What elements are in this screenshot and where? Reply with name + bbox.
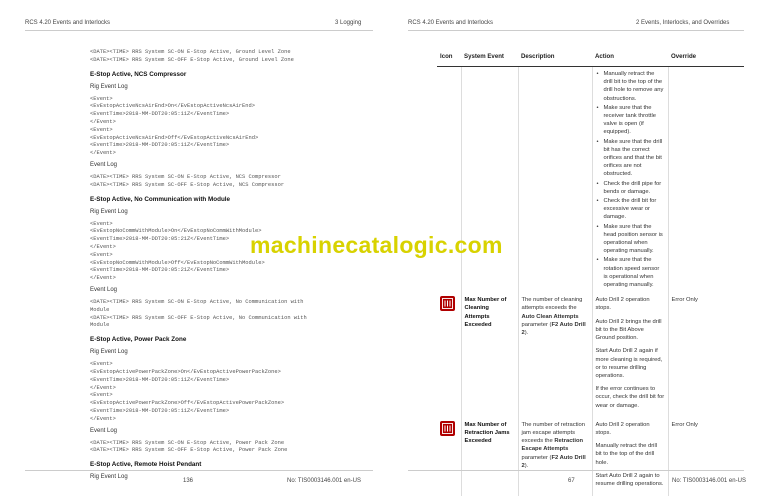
section-title: E-Stop Active, Remote Hoist Pendant [90, 461, 202, 469]
code-block: <DATE><TIME> RRS System SC-ON E-Stop Active, NCS Compressor <DATE><TIME> RRS System SC-OFF E-Stop Active, NCS Compressor [90, 173, 285, 188]
section-ncs-compressor [90, 71, 385, 190]
header-rule-right [408, 30, 744, 31]
section-power-pack [90, 336, 385, 455]
section-no-comm [90, 196, 385, 331]
table-row [437, 67, 744, 294]
list-item: • Make sure that the head position sensor is operational when operating manually. [596, 223, 665, 256]
override-cell: Error Only [668, 293, 744, 417]
event-log-label: Event Log [90, 161, 118, 168]
event-log-label: Event Log [90, 286, 118, 293]
rig-event-log-label: Rig Event Log [90, 474, 128, 481]
header-icon: Icon [437, 49, 461, 67]
header-system-event: System Event [461, 49, 518, 67]
code-block: <Event> <EvEstopNoCommWithModule>On</EvEstopNoCommWithModule> <EventTime>2018-MM-DDT20:05:21Z</EventTime> </Event> <Event> <EvEstopNoCommWithModule>Off</EvEstopNoCommWithModule> <EventTime>2018-MM-DDT20:05:21Z</EventTime> </Event> [90, 220, 265, 282]
code-block: <DATE><TIME> RRS System SC-ON E-Stop Active, Ground Level Zone <DATE><TIME> RRS System SC-OFF E-Stop Active, Ground Level Zone [90, 49, 294, 63]
left-page-number: 136 [183, 478, 194, 484]
header-action: Action [592, 49, 668, 67]
left-header-section: 3 Logging [335, 20, 362, 26]
left-header-title: RCS 4.20 Events and Interlocks [25, 20, 111, 26]
header-description: Description [518, 49, 592, 67]
header-override: Override [668, 49, 744, 67]
action-bullet-list [596, 70, 665, 289]
footer-rule-right [408, 470, 744, 471]
list-item: • Check the drill bit for excessive wear or damage. [596, 197, 665, 222]
events-table [437, 49, 744, 496]
right-page-content [437, 49, 744, 496]
list-item: • Make sure that the rotation speed sensor is operational when operating manually. [596, 256, 665, 289]
left-doc-number: No: TIS0003146.001 en-US [287, 478, 361, 484]
section-title: E-Stop Active, NCS Compressor [90, 70, 187, 78]
warning-icon [440, 296, 455, 311]
section-title: E-Stop Active, Power Pack Zone [90, 336, 187, 344]
override-cell: Error Only [668, 418, 744, 496]
event-log-label: Event Log [90, 427, 118, 434]
action-cell: Auto Drill 2 operation stops. Auto Drill 2 brings the drill bit to the Bit Above Ground position. Start Auto Drill 2 again if more cleaning is required, or to resume drilling operations. If the error continues to occur, check the drill bit for wear or damage. [592, 293, 668, 417]
table-row [437, 293, 744, 417]
description-cell: The number of cleaning attempts exceeds the Auto Clean Attempts parameter (F2 Auto Drill 2). [518, 293, 592, 417]
system-event-cell: Max Number of Retraction Jams Exceeded [461, 418, 518, 496]
right-header-section: 2 Events, Interlocks, and Overrides [636, 20, 730, 26]
right-header-title: RCS 4.20 Events and Interlocks [408, 20, 494, 26]
footer-rule-left [25, 470, 373, 471]
action-cell: Auto Drill 2 operation stops. Manually retract the drill bit to the top of the drill hole. Start Auto Drill 2 again to resume drilling operations. [592, 418, 668, 496]
right-doc-number: No: TIS0003146.001 en-US [672, 478, 746, 484]
list-item: • Make sure that the drill bit has the correct orifices and that the bit orifices are not obstructed. [596, 138, 665, 179]
description-cell: The number of retraction jam escape attempts exceeds the Retraction Escape Attempts parameter (F2 Auto Drill 2). [518, 418, 592, 496]
left-page-content [90, 49, 385, 486]
right-page-number: 67 [568, 478, 575, 484]
list-item: • Manually retract the drill bit to the top of the drill hole to remove any obstructions. [596, 70, 665, 103]
section-title: E-Stop Active, No Communication with Module [90, 195, 231, 203]
code-block: <DATE><TIME> RRS System SC-ON E-Stop Active, Power Pack Zone <DATE><TIME> RRS System SC-OFF E-Stop Active, Power Pack Zone [90, 439, 288, 454]
header-rule-left [25, 30, 373, 31]
list-item: • Check the drill pipe for bends or damage. [596, 180, 665, 196]
rig-event-log-label: Rig Event Log [90, 349, 128, 356]
table-row [437, 418, 744, 496]
rig-event-log-label: Rig Event Log [90, 83, 128, 90]
warning-icon [440, 421, 455, 436]
watermark: machinecatalogic.com [250, 232, 503, 258]
rig-event-log-label: Rig Event Log [90, 208, 128, 215]
code-block: <Event> <EvEstopActivePowerPackZone>On</EvEstopActivePowerPackZone> <EventTime>2018-MM-DDT20:05:11Z</EventTime> </Event> <Event> <EvEstopActivePowerPackZone>Off</EvEstopActivePowerPackZone> <EventTime>2018-MM-DDT20:05:11Z</EventTime> </Event> [90, 361, 285, 422]
table-header-row [437, 49, 744, 67]
code-block: <DATE><TIME> RRS System SC-ON E-Stop Active, No Communication with Module <DATE><TIME> RRS System SC-OFF E-Stop Active, No Communication with Module [90, 298, 307, 329]
system-event-cell: Max Number of Cleaning Attempts Exceeded [461, 293, 518, 417]
code-block: <Event> <EvEstopActiveNcsAirEnd>On</EvEstopActiveNcsAirEnd> <EventTime>2018-MM-DDT20:05:11Z</EventTime> </Event> <Event> <EvEstopActiveNcsAirEnd>Off</EvEstopActiveNcsAirEnd> <EventTime>2018-MM-DDT20:05:11Z</EventTime> </Event> [90, 95, 259, 157]
list-item: • Make sure that the receiver tank throttle valve is open (if equipped). [596, 104, 665, 137]
